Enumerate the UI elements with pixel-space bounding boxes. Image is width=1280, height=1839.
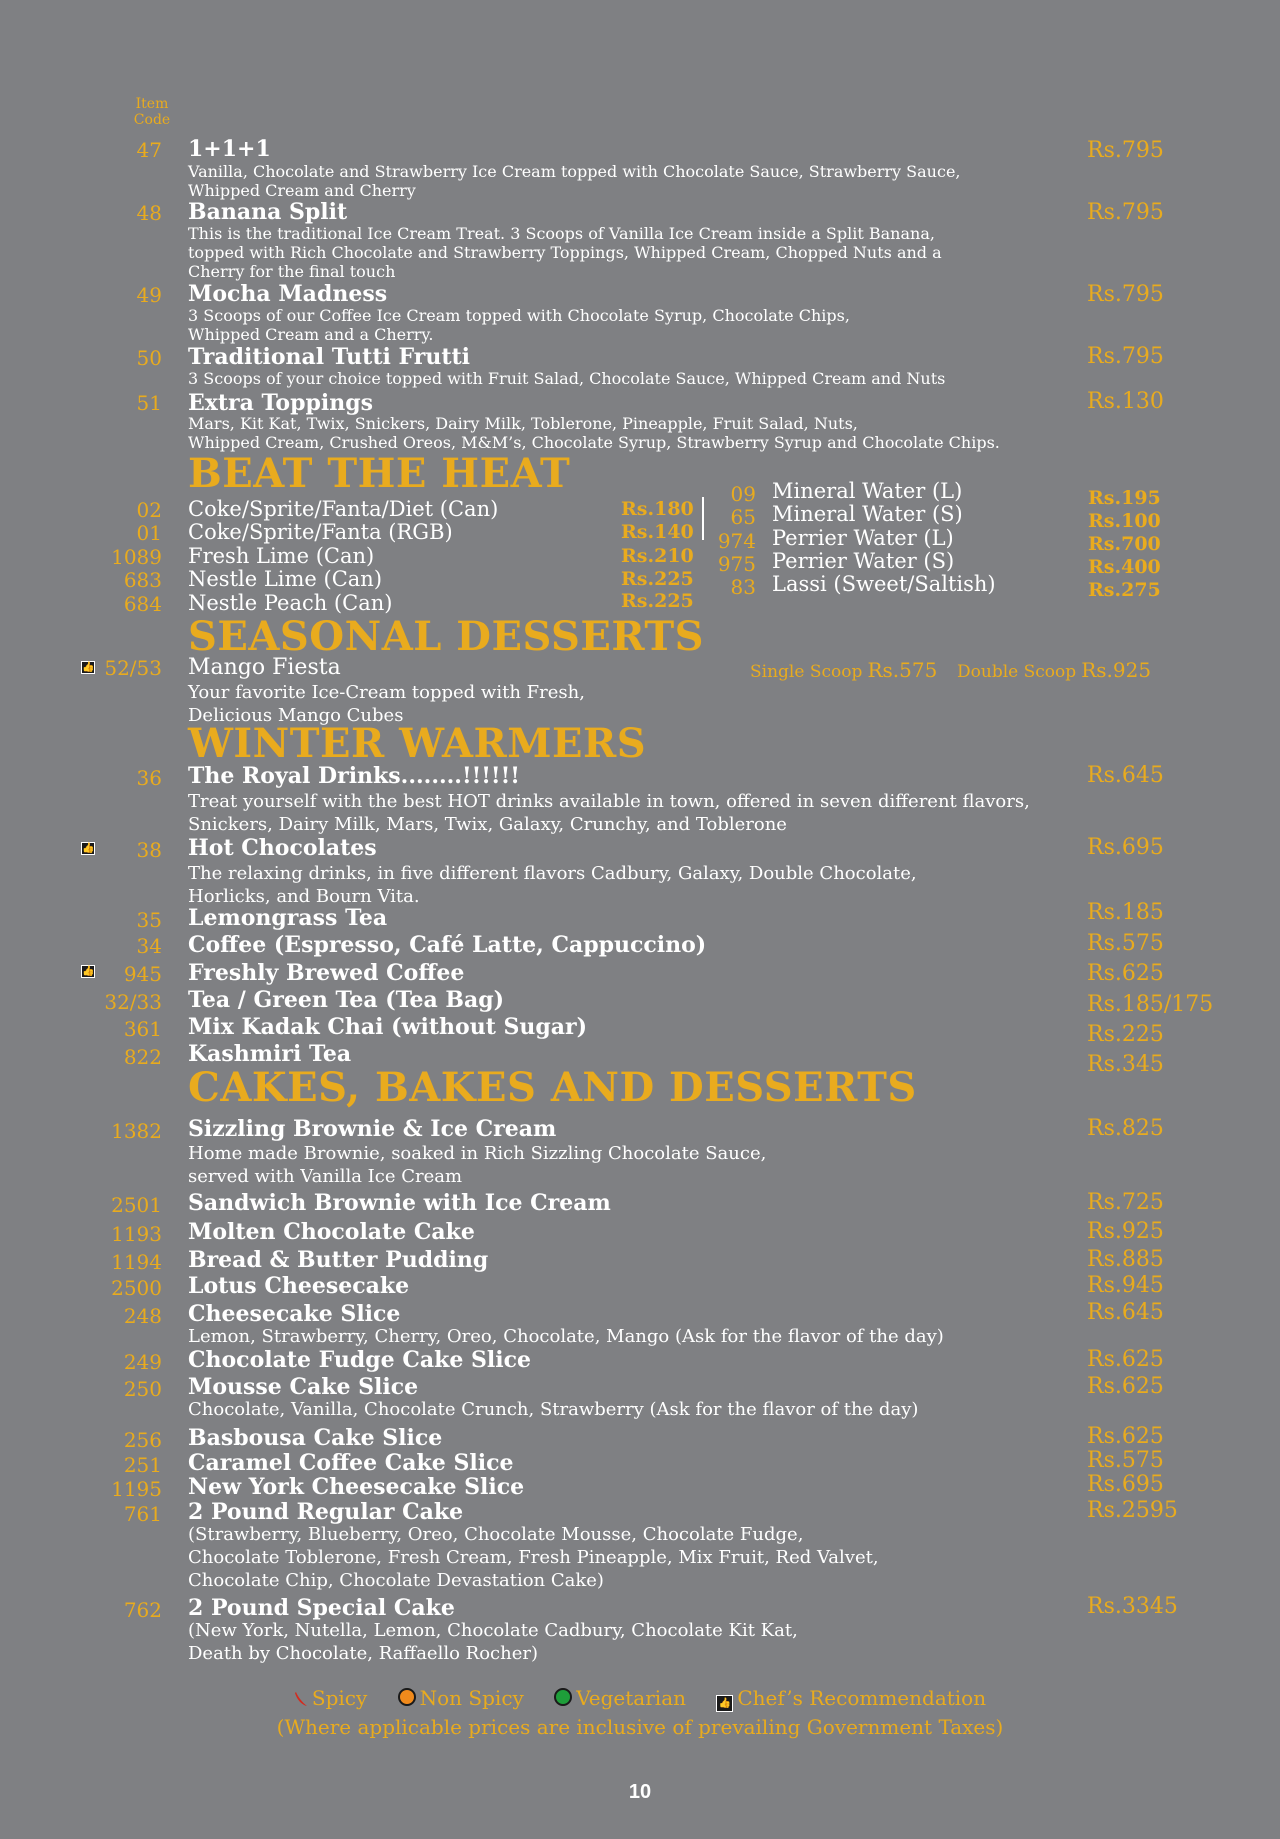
item-price: Rs.925	[1087, 1219, 1164, 1244]
item-name: Traditional Tutti Frutti	[188, 344, 471, 370]
item-price: Rs.140	[621, 521, 694, 543]
item-code: 761	[123, 1502, 162, 1526]
chili-icon	[294, 1691, 308, 1707]
item-price: Rs.825	[1087, 1116, 1164, 1141]
item-code: 83	[730, 575, 756, 599]
item-code: 945	[123, 962, 162, 986]
legend-spicy: Spicy	[294, 1686, 367, 1710]
legend-chef: 👍 Chef’s Recommendation	[716, 1686, 986, 1712]
chef-recommendation-icon: 👍	[82, 966, 95, 977]
item-code: 49	[136, 283, 162, 307]
item-name: Caramel Coffee Cake Slice	[188, 1450, 514, 1476]
item-code: 251	[123, 1453, 162, 1477]
item-price: Rs.645	[1087, 763, 1164, 788]
item-price: Rs.100	[1088, 510, 1161, 532]
single-scoop-price: Rs.575	[867, 658, 938, 682]
item-name: Perrier Water (L)	[772, 526, 954, 550]
item-name: Fresh Lime (Can)	[188, 544, 375, 568]
item-desc: Treat yourself with the best HOT drinks available in town, offered in seven different flavors, Snickers, Dairy Milk, Mars, Twix, Galaxy, Crunchy, and Toblerone	[188, 791, 1030, 835]
item-price: Rs.625	[1087, 961, 1164, 986]
tax-note: (Where applicable prices are inclusive of prevailing Government Taxes)	[276, 1715, 1004, 1739]
item-name: Coffee (Espresso, Café Latte, Cappuccino)	[188, 932, 707, 958]
item-name: New York Cheesecake Slice	[188, 1474, 525, 1500]
item-price: Rs.625	[1087, 1374, 1164, 1399]
item-name: Mousse Cake Slice	[188, 1374, 419, 1400]
item-name: Tea / Green Tea (Tea Bag)	[188, 987, 505, 1013]
item-name: Lemongrass Tea	[188, 905, 388, 931]
item-name: Chocolate Fudge Cake Slice	[188, 1347, 531, 1373]
item-price: Rs.225	[1087, 1022, 1164, 1047]
item-desc: This is the traditional Ice Cream Treat. 3 Scoops of Vanilla Ice Cream inside a Split Banana, topped with Rich Chocolate and Strawberry Toppings, Whipped Cream, Chopped Nuts and a Cherry for the final touch	[188, 224, 942, 281]
item-price: Rs.795	[1087, 138, 1164, 163]
item-desc: Lemon, Strawberry, Cherry, Oreo, Chocolate, Mango (Ask for the flavor of the day)	[188, 1326, 944, 1347]
item-code: 684	[123, 592, 162, 616]
item-name: Perrier Water (S)	[772, 549, 955, 573]
item-name: The Royal Drinks........!!!!!!	[188, 763, 520, 789]
item-desc: Home made Brownie, soaked in Rich Sizzling Chocolate Sauce, served with Vanilla Ice Cream	[188, 1143, 767, 1187]
item-code: 32/33	[104, 990, 162, 1014]
item-name: 2 Pound Regular Cake	[188, 1499, 464, 1525]
item-price: Rs.275	[1088, 579, 1161, 601]
item-code: 361	[123, 1017, 162, 1041]
item-name: Sizzling Brownie & Ice Cream	[188, 1116, 557, 1142]
double-scoop-price: Rs.925	[1081, 658, 1152, 682]
item-price: Rs.3345	[1087, 1594, 1178, 1619]
item-code: 38	[136, 838, 162, 862]
item-price: Rs.695	[1087, 1472, 1164, 1497]
non-spicy-dot-icon	[398, 1688, 416, 1706]
item-desc: Your favorite Ice-Cream topped with Fresh, Delicious Mango Cubes	[188, 682, 585, 726]
section-heading-winter-warmers: WINTER WARMERS	[188, 720, 647, 767]
item-code: 01	[136, 521, 162, 545]
item-name: Lotus Cheesecake	[188, 1273, 410, 1299]
item-name: Freshly Brewed Coffee	[188, 960, 465, 986]
item-name: Bread & Butter Pudding	[188, 1247, 489, 1273]
item-price: Rs.225	[621, 568, 694, 590]
double-scoop-option	[957, 658, 1151, 682]
item-name: Lassi (Sweet/Saltish)	[772, 572, 996, 596]
item-price: Rs.185/175	[1087, 992, 1214, 1017]
item-code: 248	[123, 1304, 162, 1328]
item-name: Kashmiri Tea	[188, 1041, 352, 1067]
legend-non-spicy: Non Spicy	[398, 1686, 524, 1710]
single-scoop-option	[750, 658, 937, 682]
item-price: Rs.225	[621, 590, 694, 612]
double-scoop-label: Double Scoop	[957, 662, 1077, 682]
item-name: Nestle Peach (Can)	[188, 591, 393, 615]
item-name: Hot Chocolates	[188, 835, 377, 861]
section-heading-seasonal-desserts: SEASONAL DESSERTS	[188, 613, 705, 660]
item-price: Rs.345	[1087, 1052, 1164, 1077]
single-scoop-label: Single Scoop	[750, 662, 863, 682]
item-price: Rs.400	[1088, 556, 1161, 578]
item-code: 1089	[111, 545, 162, 569]
item-code: 249	[123, 1350, 162, 1374]
item-name: Cheesecake Slice	[188, 1301, 401, 1327]
vegetarian-dot-icon	[554, 1688, 572, 1706]
chef-recommendation-icon: 👍	[82, 662, 95, 673]
item-name: Sandwich Brownie with Ice Cream	[188, 1190, 611, 1216]
item-name: 1+1+1	[188, 136, 271, 162]
item-price: Rs.575	[1087, 1448, 1164, 1473]
item-name: Banana Split	[188, 199, 348, 225]
item-code: 1195	[111, 1477, 162, 1501]
item-code: 762	[123, 1598, 162, 1622]
item-code: 1194	[111, 1250, 162, 1274]
item-code: 02	[136, 498, 162, 522]
item-name: Coke/Sprite/Fanta (RGB)	[188, 520, 453, 544]
item-desc: (New York, Nutella, Lemon, Chocolate Cadbury, Chocolate Kit Kat, Death by Chocolate, Raffaello Rocher)	[188, 1620, 798, 1664]
item-price: Rs.795	[1087, 200, 1164, 225]
item-price: Rs.625	[1087, 1347, 1164, 1372]
item-price: Rs.210	[621, 545, 694, 567]
item-name: 2 Pound Special Cake	[188, 1595, 455, 1621]
item-name: Mango Fiesta	[188, 655, 341, 680]
item-name: Mocha Madness	[188, 281, 388, 307]
column-divider	[702, 497, 704, 540]
item-code: 50	[136, 346, 162, 370]
thumbs-up-icon: 👍	[716, 1695, 733, 1712]
item-code: 48	[136, 201, 162, 225]
item-code: 34	[136, 934, 162, 958]
item-desc: 3 Scoops of your choice topped with Fruit Salad, Chocolate Sauce, Whipped Cream and Nuts	[188, 369, 946, 388]
item-price: Rs.130	[1087, 389, 1164, 414]
item-code: 1193	[111, 1222, 162, 1246]
item-price: Rs.945	[1087, 1273, 1164, 1298]
item-code: 52/53	[104, 656, 162, 680]
item-code: 250	[123, 1377, 162, 1401]
item-name: Molten Chocolate Cake	[188, 1219, 475, 1245]
item-code: 51	[136, 391, 162, 415]
legend	[0, 1686, 1280, 1712]
item-price: Rs.575	[1087, 931, 1164, 956]
item-code: 09	[730, 482, 756, 506]
item-code: 65	[730, 505, 756, 529]
item-code: 47	[136, 138, 162, 162]
item-desc: 3 Scoops of our Coffee Ice Cream topped with Chocolate Syrup, Chocolate Chips, Whipped Cream and a Cherry.	[188, 306, 850, 344]
item-price: Rs.645	[1087, 1300, 1164, 1325]
item-code: 35	[136, 908, 162, 932]
page-number: 10	[628, 1781, 652, 1803]
item-desc: (Strawberry, Blueberry, Oreo, Chocolate Mousse, Chocolate Fudge, Chocolate Toblerone, Fresh Cream, Fresh Pineapple, Mix Fruit, Red Valvet, Chocolate Chip, Chocolate Devastation Cake)	[188, 1524, 879, 1591]
item-price: Rs.180	[621, 498, 694, 520]
item-price: Rs.885	[1087, 1247, 1164, 1272]
item-name: Coke/Sprite/Fanta/Diet (Can)	[188, 497, 499, 521]
item-desc: Vanilla, Chocolate and Strawberry Ice Cream topped with Chocolate Sauce, Strawberry Sauce, Whipped Cream and Cherry	[188, 162, 961, 200]
chef-recommendation-icon: 👍	[82, 843, 95, 854]
item-price: Rs.185	[1087, 900, 1164, 925]
item-price: Rs.795	[1087, 344, 1164, 369]
item-desc: Mars, Kit Kat, Twix, Snickers, Dairy Milk, Toblerone, Pineapple, Fruit Salad, Nuts, Whipped Cream, Crushed Oreos, M&M’s, Chocolate Syrup, Strawberry Syrup and Chocolate Chips.	[188, 414, 1000, 452]
item-price: Rs.2595	[1087, 1498, 1178, 1523]
item-code: 1382	[111, 1119, 162, 1143]
item-code: 974	[717, 529, 756, 553]
item-name: Extra Toppings	[188, 390, 373, 416]
item-desc: The relaxing drinks, in five different flavors Cadbury, Galaxy, Double Chocolate, Horlicks, and Bourn Vita.	[188, 863, 917, 907]
item-code: 36	[136, 766, 162, 790]
item-name: Mineral Water (S)	[772, 502, 963, 526]
item-name: Mix Kadak Chai (without Sugar)	[188, 1014, 588, 1040]
item-code-label: Item Code	[133, 96, 171, 128]
item-price: Rs.695	[1087, 835, 1164, 860]
item-name: Nestle Lime (Can)	[188, 567, 383, 591]
legend-vegetarian: Vegetarian	[554, 1686, 686, 1710]
section-heading-beat-the-heat: BEAT THE HEAT	[188, 450, 571, 497]
item-price: Rs.625	[1087, 1424, 1164, 1449]
item-code: 822	[123, 1045, 162, 1069]
item-price: Rs.795	[1087, 282, 1164, 307]
item-code: 683	[123, 568, 162, 592]
item-code: 2500	[111, 1276, 162, 1300]
item-price: Rs.195	[1088, 487, 1161, 509]
item-code: 975	[717, 552, 756, 576]
item-desc: Chocolate, Vanilla, Chocolate Crunch, Strawberry (Ask for the flavor of the day)	[188, 1399, 919, 1420]
item-price: Rs.725	[1087, 1190, 1164, 1215]
item-code: 256	[123, 1428, 162, 1452]
item-price: Rs.700	[1088, 533, 1161, 555]
item-name: Mineral Water (L)	[772, 479, 963, 503]
item-code: 2501	[111, 1193, 162, 1217]
item-name: Basbousa Cake Slice	[188, 1425, 443, 1451]
section-heading-cakes: CAKES, BAKES AND DESSERTS	[188, 1064, 917, 1111]
